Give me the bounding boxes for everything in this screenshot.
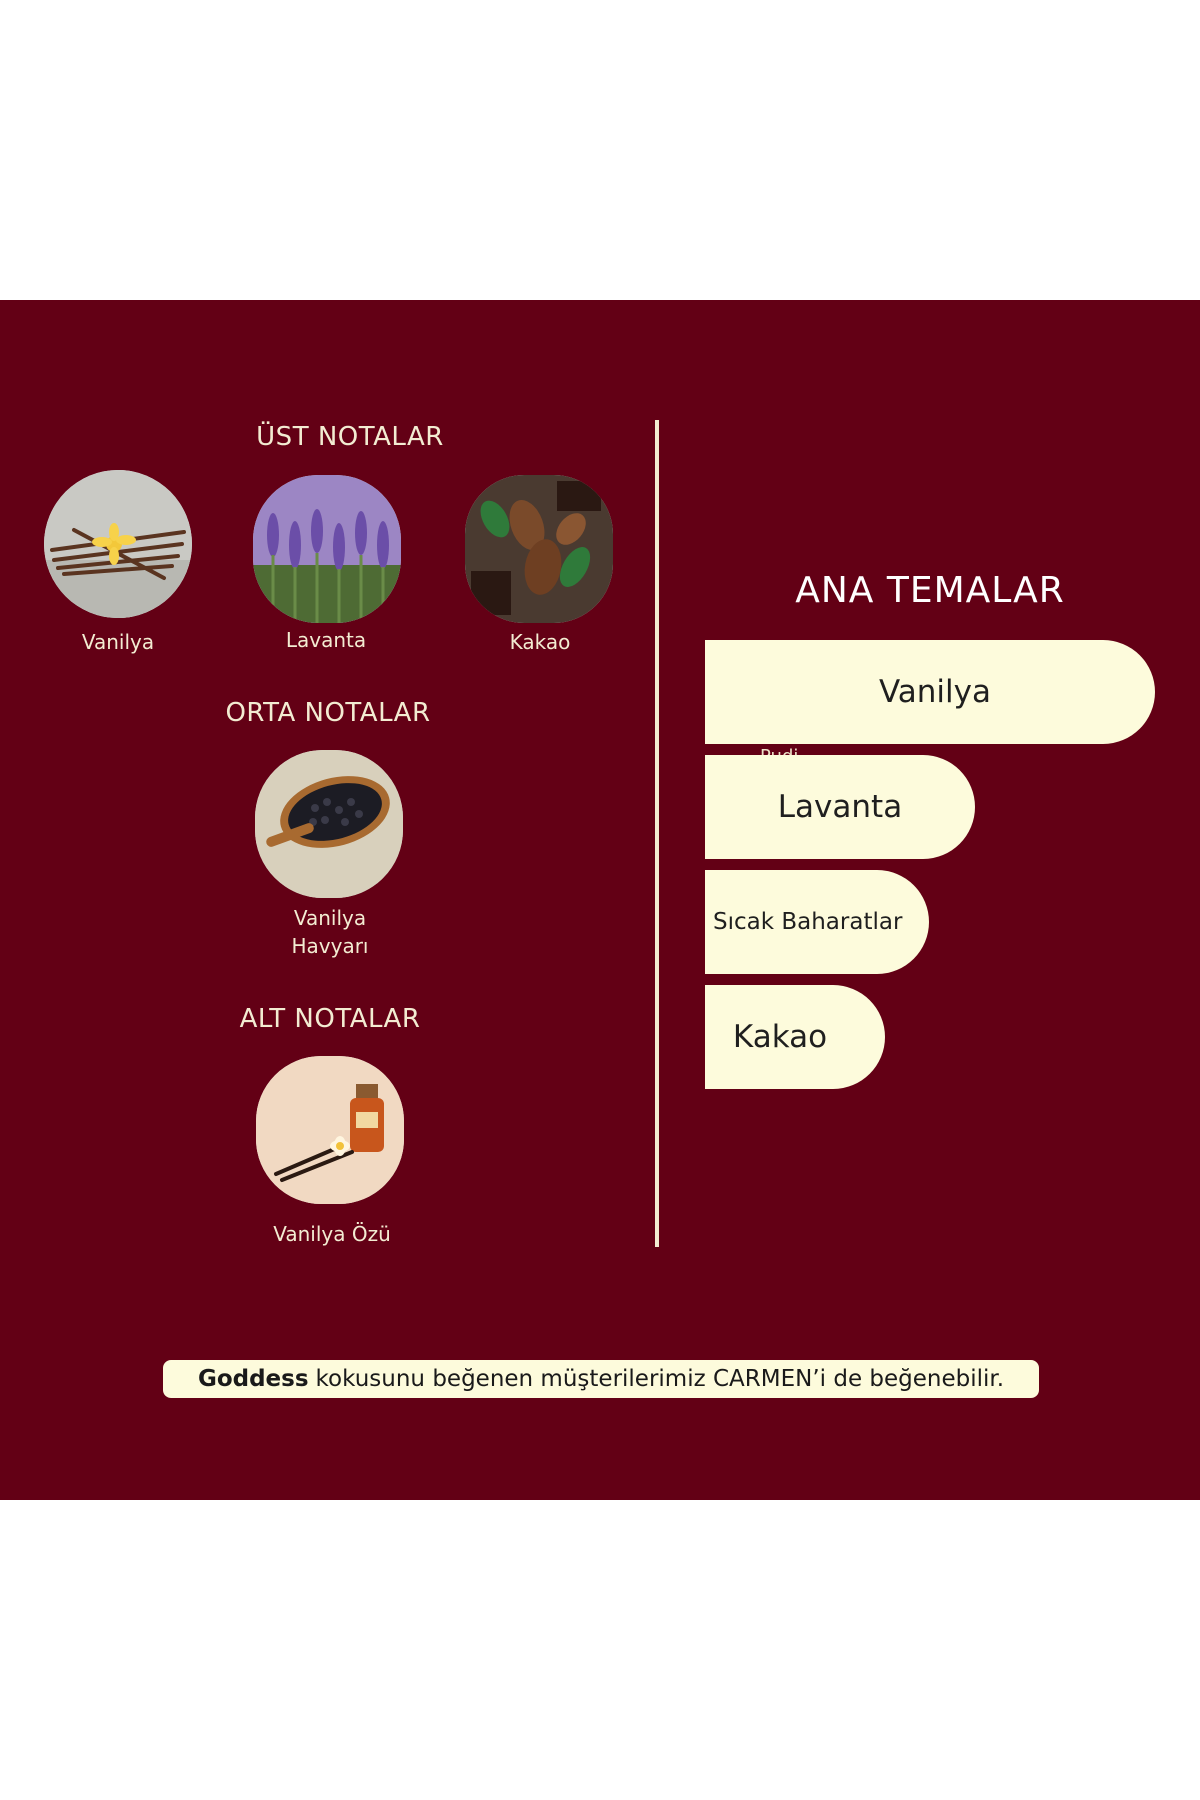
vanilla-caviar-icon — [255, 750, 403, 898]
note-label-vanilla: Vanilya — [81, 630, 155, 654]
middle-notes-title: ORTA NOTALAR — [225, 698, 431, 728]
vanilla-extract-icon — [256, 1056, 404, 1204]
theme-label-cocoa: Kakao — [732, 1019, 828, 1055]
brand-name: Goddess — [197, 1366, 309, 1392]
theme-bar-vanilla — [705, 640, 1155, 744]
cocoa-icon — [465, 475, 613, 623]
notes-panel — [0, 300, 1200, 1500]
base-notes-title: ALT NOTALAR — [239, 1004, 421, 1034]
recommendation-text: kokusunu beğenen müşterilerimiz CARMEN’i de beğenebilir. — [315, 1366, 1005, 1392]
theme-bar-cocoa — [705, 985, 885, 1089]
theme-label-vanilla: Vanilya — [878, 674, 991, 710]
note-label-lavender: Lavanta — [285, 628, 367, 652]
note-label-vanilla-caviar-line2: Havyarı — [291, 934, 369, 958]
vanilla-pod-icon — [44, 470, 192, 618]
note-label-cocoa: Kakao — [509, 630, 571, 654]
note-label-vanilla-caviar-line1: Vanilya — [293, 906, 367, 930]
note-label-vanilla-extract: Vanilya Özü — [273, 1222, 391, 1246]
section-divider — [655, 420, 659, 1247]
recommendation-banner — [163, 1360, 1039, 1398]
top-notes-title: ÜST NOTALAR — [256, 422, 444, 452]
theme-label-lavender: Lavanta — [777, 789, 903, 825]
lavender-icon — [253, 475, 401, 623]
theme-bar-warm-spices — [705, 870, 929, 974]
theme-label-warm-spices: Sıcak Baharatlar — [713, 909, 903, 935]
themes-title: ANA TEMALAR — [795, 570, 1065, 611]
theme-bar-lavender — [705, 755, 975, 859]
